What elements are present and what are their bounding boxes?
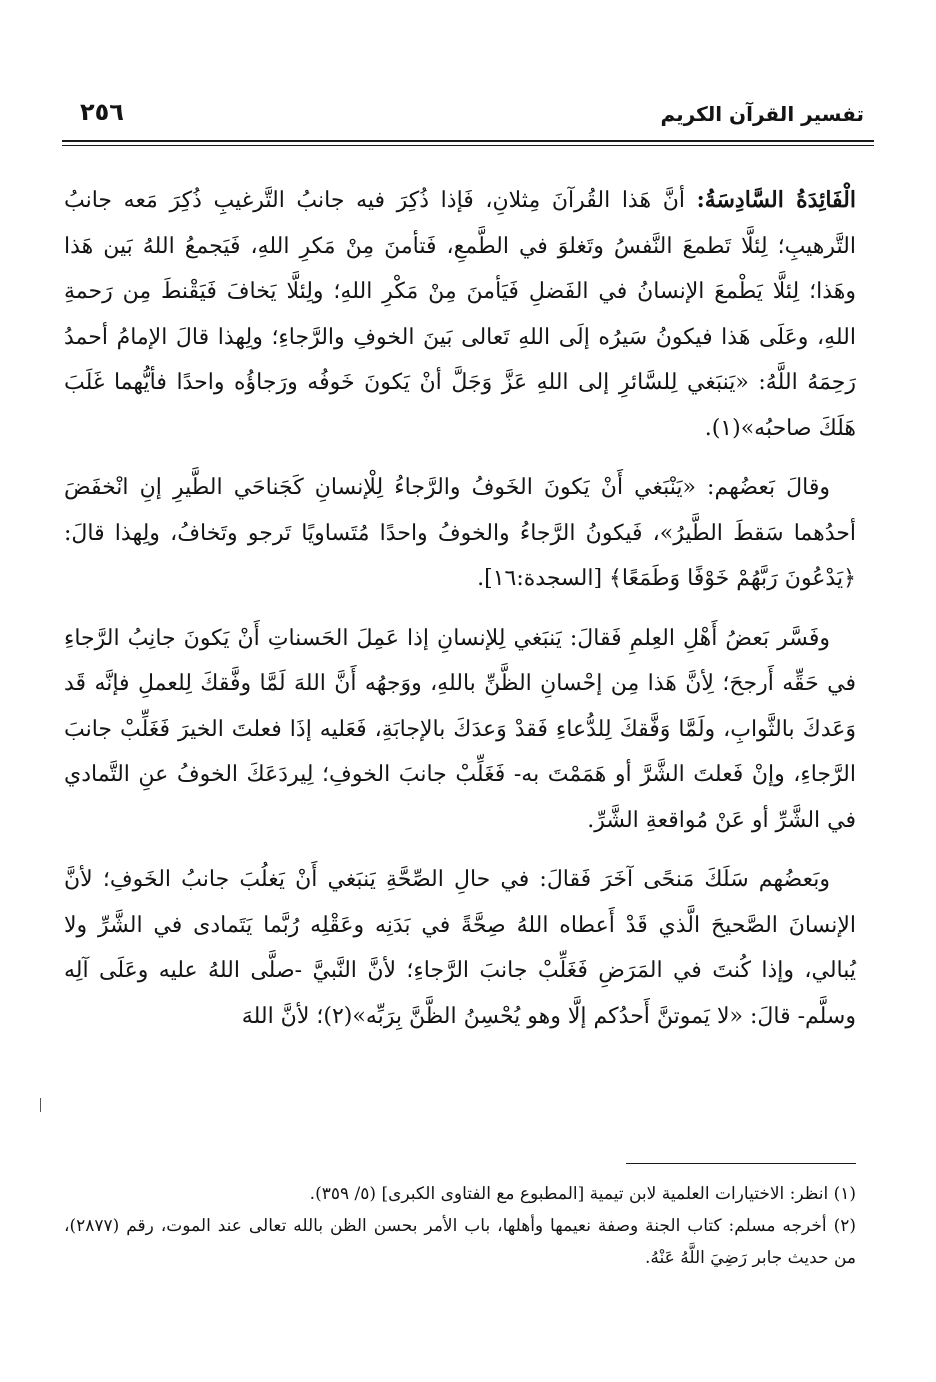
- paragraph-1-text: أنَّ هَذا القُرآنَ مِثلانِ، فَإذا ذُكِرَ فيه جانبُ التَّرغيبِ ذُكِرَ مَعه جانبُ التَّرهيبِ؛ لِئلَّا تَطمعَ النَّفسُ وتَغلوَ في الطَّمعِ، فَتأمنَ مِنْ مَكرِ اللهِ، فَيَجمعُ اللهُ بَين هَذا وهَذا؛ لِئلَّا يَطْمعَ الإنسانُ في الفَضلِ فَيَأمنَ مِنْ مَكْرِ اللهِ؛ ولِئلَّا يَخافَ فَيَقْنطَ مِن رَحمةِ اللهِ، وعَلَى هَذا فيكونُ سَيرُه إلَى اللهِ تَعالى بَينَ الخوفِ والرَّجاءِ؛ ولِهذا قالَ الإمامُ أحمدُ رَحِمَهُ اللَّهُ: «يَنبَغي لِلسَّائرِ إلى اللهِ عَزَّ وَجَلَّ أنْ يَكونَ خَوفُه ورَجاؤُه واحدًا فأيُّهما غَلَبَ هَلَكَ صاحبُه»(١).: [64, 188, 856, 441]
- footnote-2: (٢) أخرجه مسلم: كتاب الجنة وصفة نعيمها وأهلها، باب الأمر بحسن الظن بالله تعالى عند الموت، رقم (٢٨٧٧)، من حديث جابر رَضِيَ اللَّهُ عَنْهُ.: [64, 1216, 856, 1268]
- running-title: تفسير القرآن الكريم: [660, 102, 864, 126]
- main-text: [64, 178, 856, 1053]
- header-rule-thin: [62, 145, 874, 146]
- paragraph-2: وقالَ بَعضُهم: «يَنْبَغي أَنْ يَكونَ الخَوفُ والرَّجاءُ لِلْإنسانِ كَجَناحَي الطَّيرِ إنِ انْخفَضَ أحدُهما سَقطَ الطَّيرُ»، فَيكونُ الرَّجاءُ والخوفُ واحدًا مُتَساويًا تَرجو وتَخافُ، ولِهذا قالَ: ﴿يَدْعُونَ رَبَّهُمْ خَوْفًا وَطَمَعًا﴾ [السجدة:١٦].: [64, 475, 856, 591]
- paragraph-lead-term: الْفَائِدَةُ السَّادِسَةُ:: [696, 187, 856, 213]
- header-rule: [62, 140, 874, 142]
- margin-mark: [40, 1098, 41, 1112]
- page-number: ٢٥٦: [80, 98, 124, 126]
- footnotes: [64, 1178, 856, 1274]
- paragraph-3: وفَسَّر بَعضُ أَهْلِ العِلمِ فَقالَ: يَنبَغي لِلإنسانِ إذا عَمِلَ الحَسناتِ أَنْ يَكونَ جانِبُ الرَّجاءِ في حَقِّه أَرجحَ؛ لِأنَّ هَذا مِن إحْسانِ الظَّنِّ باللهِ، ووَجهُه أَنَّ اللهَ لَمَّا وفَّقكَ لِلعملِ فإنَّه قَد وَعَدكَ بالثَّوابِ، ولَمَّا وَفَّقكَ لِلدُّعاءِ فَقدْ وَعدَكَ بالإجابَةِ، فَعَليه إذَا فعلتَ الخيرَ فَغَلِّبْ جانبَ الرَّجاءِ، وإنْ فَعلتَ الشَّرَّ أو هَمَمْتَ به- فَغَلِّبْ جانبَ الخوفِ؛ لِيردَعَكَ الخوفُ عنِ التَّمادي في الشَّرِّ أو عَنْ مُواقعةِ الشَّرِّ.: [64, 625, 856, 833]
- paragraph-4: وبَعضُهم سَلَكَ مَنحًى آخَرَ فَقالَ: في حالِ الصِّحَّةِ يَنبَغي أَنْ يَغلُبَ جانبُ الخَوفِ؛ لأنَّ الإنسانَ الصَّحيحَ الَّذي قَدْ أَعطاه اللهُ صِحَّةً في بَدَنِه وعَقْلِه رُبَّما يَتَمادى في الشَّرِّ ولا يُبالي، وإذا كُنتَ في المَرَضِ فَغَلِّبْ جانبَ الرَّجاءِ؛ لأنَّ النَّبيَّ -صلَّى اللهُ عليه وعَلَى آلِه وسلَّم- قالَ: «لا يَموتنَّ أَحدُكم إلَّا وهو يُحْسِنُ الظَّنَّ بِرَبِّه»(٢)؛ لأنَّ اللهَ: [64, 867, 857, 1029]
- footnote-separator: [626, 1163, 856, 1164]
- footnote-1: (١) انظر: الاختيارات العلمية لابن تيمية [المطبوع مع الفتاوى الكبرى] (٥/ ٣٥٩).: [309, 1184, 856, 1204]
- page-header: [62, 98, 874, 138]
- paragraph-1: [64, 178, 856, 451]
